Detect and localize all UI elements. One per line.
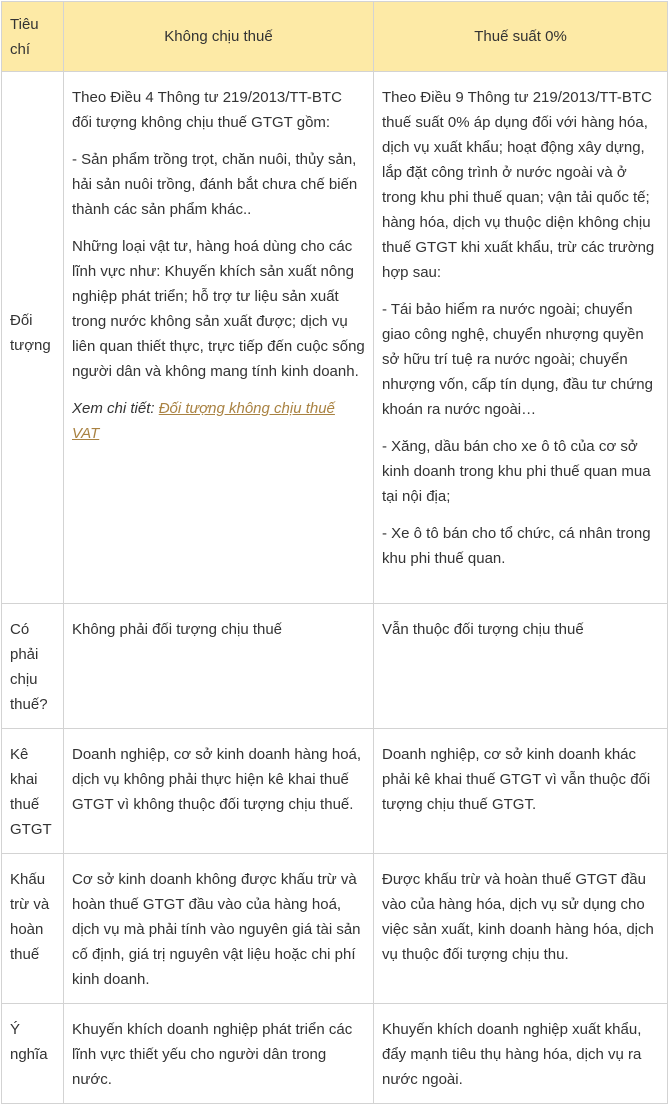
table-header <box>2 2 668 72</box>
zero-rate-cell <box>374 72 668 604</box>
not-taxable-cell: Khuyến khích doanh nghiệp phát triển các lĩnh vực thiết yếu cho người dân trong nước. <box>64 1004 374 1104</box>
zero-rate-cell: Được khấu trừ và hoàn thuế GTGT đầu vào của hàng hóa, dịch vụ sử dụng cho việc sản xuất, kinh doanh hàng hóa, dịch vụ thuộc đối tượng chịu thu. <box>374 854 668 1004</box>
not-taxable-cell: Không phải đối tượng chịu thuế <box>64 604 374 729</box>
see-details: Xem chi tiết: Đối tượng không chịu thuế VAT <box>72 400 335 442</box>
see-details-label: Xem chi tiết <box>72 400 151 417</box>
paragraph: - Sản phẩm trồng trọt, chăn nuôi, thủy sản, hải sản nuôi trồng, đánh bắt chưa chế biến thành các sản phẩm khác.. <box>72 151 358 218</box>
paragraph: - Tái bảo hiểm ra nước ngoài; chuyển giao công nghệ, chuyển nhượng quyền sở hữu trí tuệ ra nước ngoài; chuyển nhượng vốn, cấp tín dụng, đầu tư chứng khoán ra nước ngoài… <box>382 301 653 418</box>
table-row <box>2 729 668 854</box>
comparison-table <box>1 1 668 1104</box>
see-details-link[interactable]: Đối tượng không chịu thuế VAT <box>72 400 335 442</box>
table-row <box>2 604 668 729</box>
criterion-cell: Ý nghĩa <box>2 1004 64 1104</box>
zero-rate-cell: Doanh nghiệp, cơ sở kinh doanh khác phải kê khai thuế GTGT vì vẫn thuộc đối tượng chịu thuế GTGT. <box>374 729 668 854</box>
zero-rate-cell: Vẫn thuộc đối tượng chịu thuế <box>374 604 668 729</box>
criterion-cell: Có phải chịu thuế? <box>2 604 64 729</box>
paragraph: - Xăng, dầu bán cho xe ô tô của cơ sở kinh doanh trong khu phi thuế quan mua tại nội địa; <box>382 438 651 505</box>
criterion-cell: Khấu trừ và hoàn thuế <box>2 854 64 1004</box>
paragraph: Những loại vật tư, hàng hoá dùng cho các lĩnh vực như: Khuyến khích sản xuất nông nghiệp phát triển; hỗ trợ tư liệu sản xuất trong nước không sản xuất được; dịch vụ liên quan thiết thực, trực tiếp đến cuộc sống người dân và không mang tính kinh doanh. <box>72 238 365 380</box>
paragraph: Theo Điều 9 Thông tư 219/2013/TT-BTC thuế suất 0% áp dụng đối với hàng hóa, dịch vụ xuất khẩu; hoạt động xây dựng, lắp đặt công trình ở nước ngoài và ở trong khu phi thuế quan; vận tải quốc tế; hàng hóa, dịch vụ thuộc diện không chịu thuế GTGT khi xuất khẩu, trừ các trường hợp sau: <box>382 89 655 281</box>
paragraph: - Xe ô tô bán cho tổ chức, cá nhân trong khu phi thuế quan. <box>382 525 651 567</box>
header-not-taxable: Không chịu thuế <box>64 2 374 72</box>
header-zero-rate: Thuế suất 0% <box>374 2 668 72</box>
table-row <box>2 72 668 604</box>
not-taxable-cell <box>64 72 374 604</box>
criterion-cell: Kê khai thuế GTGT <box>2 729 64 854</box>
paragraph: Theo Điều 4 Thông tư 219/2013/TT-BTC đối tượng không chịu thuế GTGT gồm: <box>72 89 342 131</box>
table-row <box>2 854 668 1004</box>
table-row <box>2 1004 668 1104</box>
header-row <box>2 2 668 72</box>
header-criteria: Tiêu chí <box>2 2 64 72</box>
not-taxable-cell: Cơ sở kinh doanh không được khấu trừ và hoàn thuế GTGT đầu vào của hàng hoá, dịch vụ mà phải tính vào nguyên giá tài sản cố định, giá trị nguyên vật liệu hoặc chi phí kinh doanh. <box>64 854 374 1004</box>
not-taxable-cell: Doanh nghiệp, cơ sở kinh doanh hàng hoá, dịch vụ không phải thực hiện kê khai thuế GTGT vì không thuộc đối tượng chịu thuế. <box>64 729 374 854</box>
criterion-cell: Đối tượng <box>2 72 64 604</box>
zero-rate-cell: Khuyến khích doanh nghiệp xuất khẩu, đẩy mạnh tiêu thụ hàng hóa, dịch vụ ra nước ngoài. <box>374 1004 668 1104</box>
